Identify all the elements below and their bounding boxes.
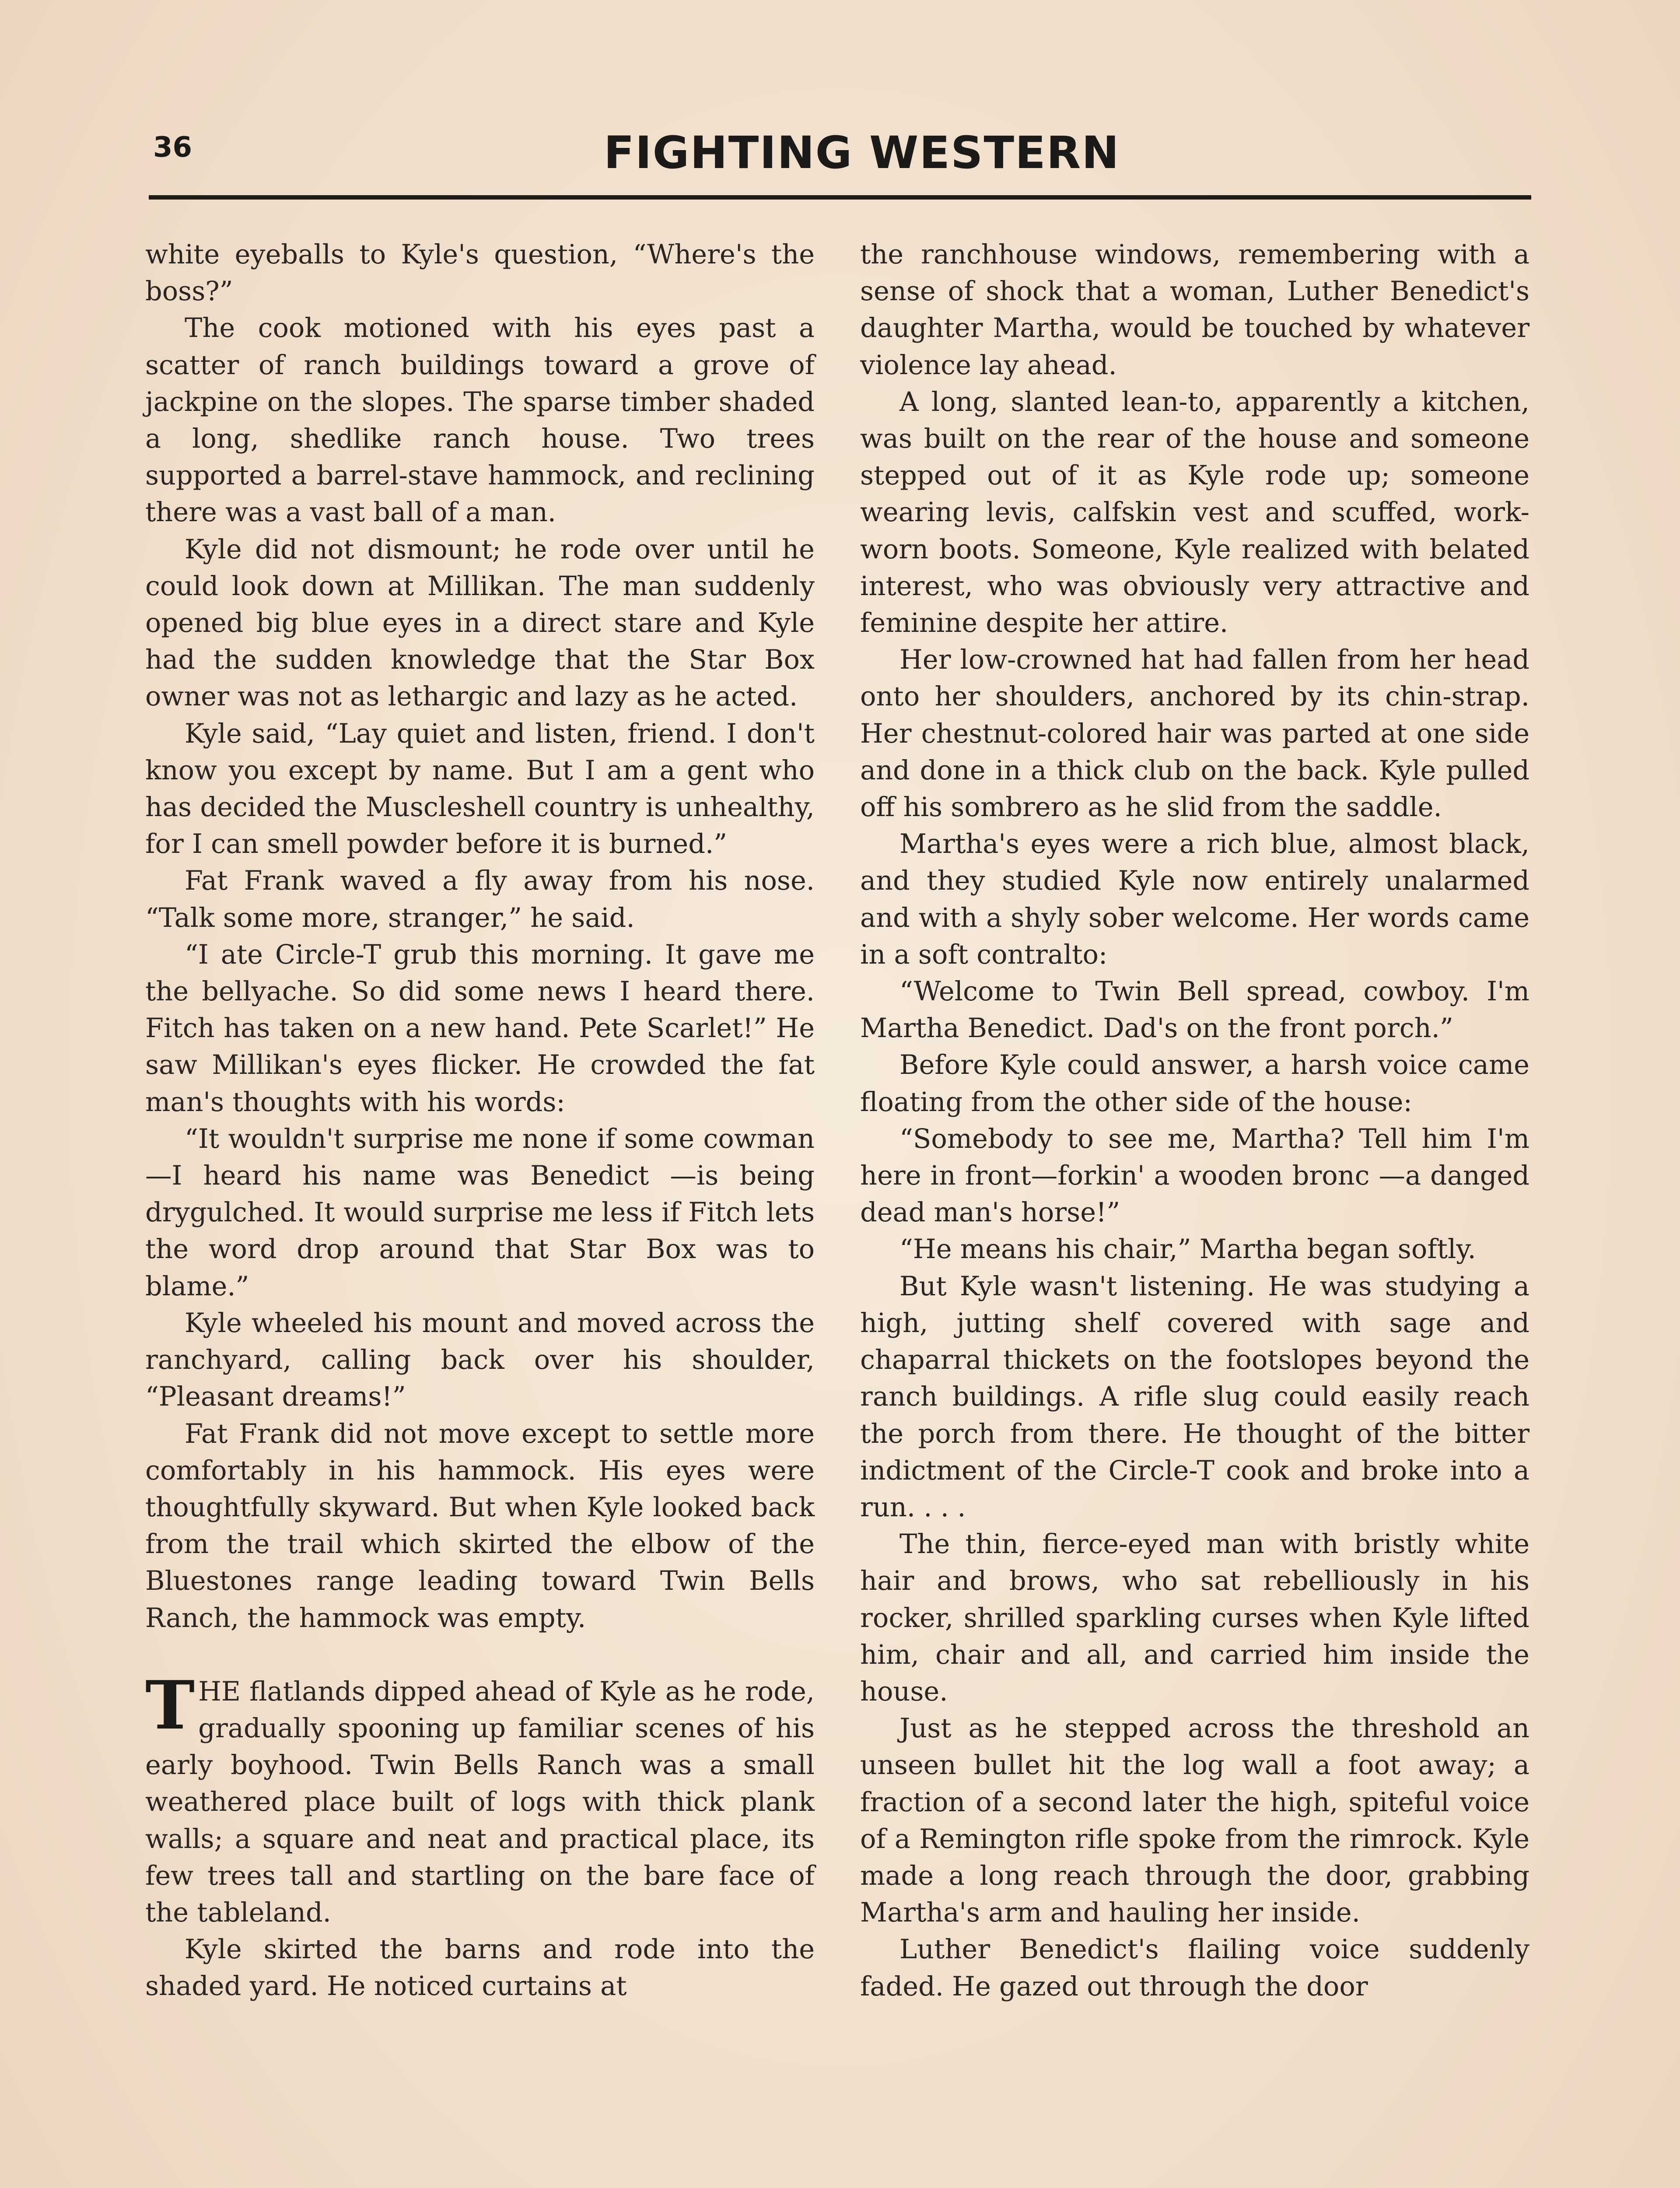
paragraph: Her low-crowned hat had fallen from her head onto her shoulders, anchored by its chin-strap. Her chestnut-colored hair was parted at one side and done in a thick club on the back. Kyle pulled off his sombrero as he slid from the saddle. — [860, 645, 1530, 823]
header-rule — [149, 195, 1531, 200]
paragraph: Luther Benedict's flailing voice suddenly faded. He gazed out through the door — [860, 1934, 1530, 2002]
paragraph: Martha's eyes were a rich blue, almost black, and they studied Kyle now entirely unalarmed and with a shyly sober welcome. Her words came in a soft contralto: — [860, 829, 1530, 970]
paragraph: Fat Frank waved a fly away from his nose. “Talk some more, stranger,” he said. — [145, 866, 815, 933]
magazine-title: FIGHTING WESTERN — [604, 127, 1120, 179]
paragraph: white eyeballs to Kyle's question, “Where's the boss?” — [145, 239, 815, 307]
paragraph: Before Kyle could answer, a harsh voice came floating from the other side of the house: — [860, 1050, 1530, 1118]
paragraph: The thin, fierce-eyed man with bristly white hair and brows, who sat rebelliously in his rocker, shrilled sparkling curses when Kyle lifted him, chair and all, and carried him inside the house. — [860, 1529, 1530, 1707]
page-header — [149, 123, 1531, 193]
paragraph: The cook motioned with his eyes past a scatter of ranch buildings toward a grove of jackpine on the slopes. The sparse timber shaded a long, shedlike ranch house. Two trees supported a barrel-stave hammock, and reclining there was a vast ball of a man. — [145, 313, 815, 528]
page-number: 36 — [153, 131, 192, 164]
paragraph: Kyle wheeled his mount and moved across the ranchyard, calling back over his shoulder, “Pleasant dreams!” — [145, 1308, 815, 1413]
paragraph: Just as he stepped across the threshold an unseen bullet hit the log wall a foot away; a fraction of a second later the high, spiteful voice of a Remington rifle spoke from the rimrock. Kyle made a long reach through the door, grabbing Martha's arm and hauling her inside. — [860, 1713, 1530, 1929]
drop-cap: T — [145, 1666, 195, 1744]
right-column — [860, 236, 1530, 2005]
paragraph: A long, slanted lean-to, apparently a kitchen, was built on the rear of the house and someone stepped out of it as Kyle rode up; someone wearing levis, calfskin vest and scuffed, work-worn boots. Someone, Kyle realized with belated interest, who was obviously very attractive and feminine despite her attire. — [860, 386, 1530, 639]
paragraph: Fat Frank did not move except to settle more comfortably in his hammock. His eyes were thoughtfully skyward. But when Kyle looked back from the trail which skirted the elbow of the Bluestones range leading toward Twin Bells Ranch, the hammock was empty. — [145, 1418, 815, 1634]
section-first-paragraph-text: HE flatlands dipped ahead of Kyle as he rode, gradually spooning up familiar scenes of his early boyhood. Twin Bells Ranch was a small weathered place built of logs with thick plank walls; a square and neat and practical place, its few trees tall and startling on the bare face of the tableland. — [145, 1676, 815, 1928]
paragraph: Kyle skirted the barns and rode into the shaded yard. He noticed curtains at — [145, 1934, 815, 2002]
paragraph: the ranchhouse windows, remembering with a sense of shock that a woman, Luther Benedict's daughter Martha, would be touched by whatever violence lay ahead. — [860, 239, 1530, 381]
paragraph: Kyle said, “Lay quiet and listen, friend. I don't know you except by name. But I am a gent who has decided the Muscleshell country is unhealthy, for I can smell powder before it is burned.” — [145, 718, 815, 860]
section-first-paragraph — [145, 1666, 815, 1931]
paragraph: “Somebody to see me, Martha? Tell him I'm here in front—forkin' a wooden bronc —a danged dead man's horse!” — [860, 1123, 1530, 1228]
paragraph: Kyle did not dismount; he rode over until he could look down at Millikan. The man suddenly opened big blue eyes in a direct stare and Kyle had the sudden knowledge that the Star Box owner was not as lethargic and lazy as he acted. — [145, 534, 815, 712]
paragraph: “Welcome to Twin Bell spread, cowboy. I'm Martha Benedict. Dad's on the front porch.” — [860, 976, 1530, 1044]
paragraph: “It wouldn't surprise me none if some cowman—I heard his name was Benedict —is being drygulched. It would surprise me less if Fitch lets the word drop around that Star Box was to blame.” — [145, 1123, 815, 1302]
paragraph: “I ate Circle-T grub this morning. It gave me the bellyache. So did some news I heard there. Fitch has taken on a new hand. Pete Scarlet!” He saw Millikan's eyes flicker. He crowded the fat man's thoughts with his words: — [145, 939, 815, 1118]
paragraph: But Kyle wasn't listening. He was studying a high, jutting shelf covered with sage and chaparral thickets on the footslopes beyond the ranch buildings. A rifle slug could easily reach the porch from there. He thought of the bitter indictment of the Circle-T cook and broke into a run. . . . — [860, 1271, 1530, 1523]
left-column — [145, 236, 815, 2005]
paragraph: “He means his chair,” Martha began softly. — [900, 1234, 1476, 1265]
